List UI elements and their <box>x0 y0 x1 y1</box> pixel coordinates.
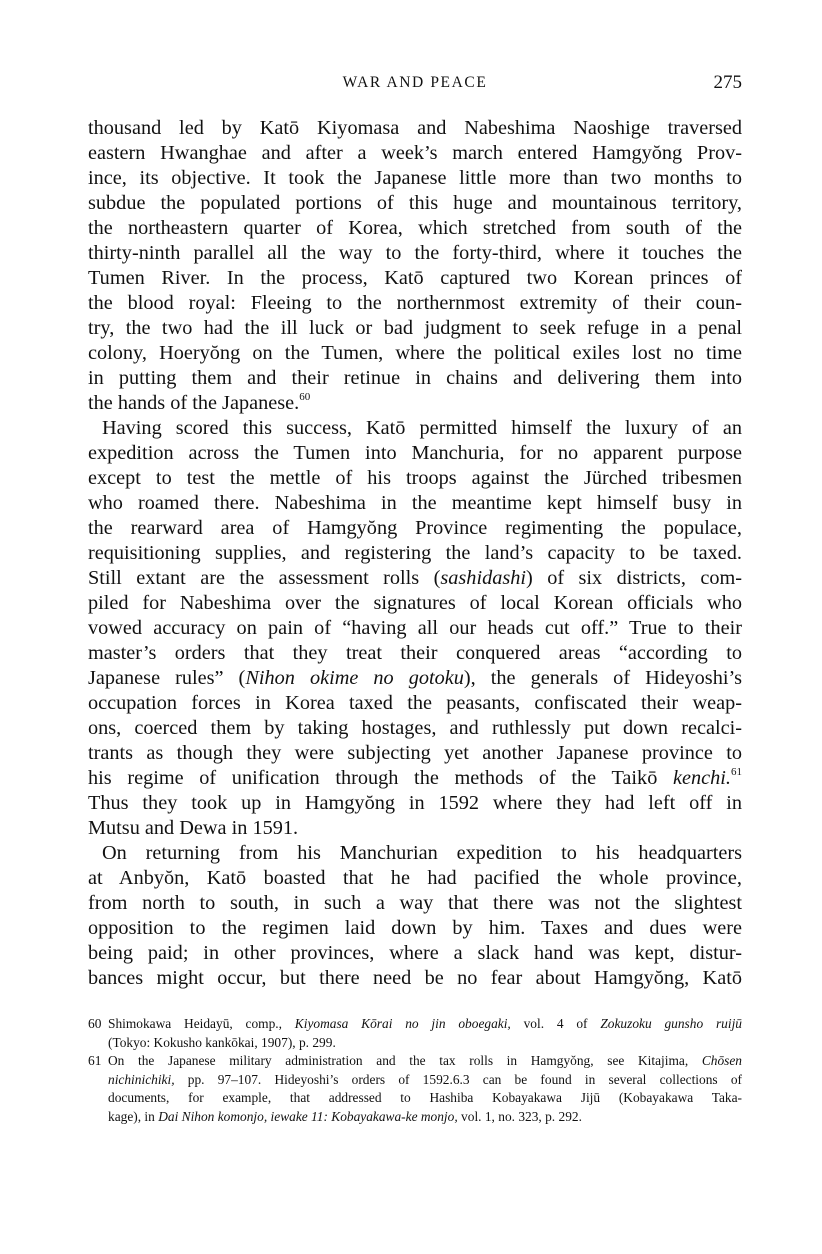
text-line <box>88 666 742 691</box>
text-line: thousand led by Katō Kiyomasa and Nabeshima Naoshige traversed <box>88 117 742 139</box>
text-line: colony, Hoeryŏng on the Tumen, where the political exiles lost no time <box>88 342 742 364</box>
text-line: try, the two had the ill luck or bad judgment to seek refuge in a penal <box>88 317 742 339</box>
italic-term: Nihon okime no gotoku <box>245 667 464 689</box>
text-span: On the Japanese military administration and the tax rolls in Hamgyŏng, see Kitajima, <box>108 1053 702 1069</box>
italic-term: kenchi. <box>673 767 731 789</box>
text-span: Still extant are the assessment rolls ( <box>88 567 441 589</box>
text-span: Shimokawa Heidayū, comp., <box>108 1016 295 1031</box>
text-span: Japanese rules” ( <box>88 667 246 689</box>
body-text <box>88 116 742 991</box>
text-line: ince, its objective. It took the Japanese little more than two months to <box>88 167 742 189</box>
text-line: bances might occur, but there need be no fear about Hamgyŏng, Katō <box>88 967 742 989</box>
text-line: expedition across the Tumen into Manchuria, for no apparent purpose <box>88 442 742 464</box>
italic-title: nichinichiki, <box>108 1071 175 1087</box>
footnote-number: 61 <box>88 1053 102 1069</box>
text-line: in putting them and their retinue in chains and delivering them into <box>88 367 742 389</box>
italic-title: Kiyomasa Kōrai no jin oboegaki, <box>294 1016 511 1031</box>
text-line: opposition to the regimen laid down by him. Taxes and dues were <box>88 917 742 939</box>
text-line: Thus they took up in Hamgyŏng in 1592 where they had left off in <box>88 792 742 814</box>
text-line: except to test the mettle of his troops against the Jürched tribesmen <box>88 467 742 489</box>
text-line: who roamed there. Nabeshima in the meantime kept himself busy in <box>88 492 742 514</box>
page-number: 275 <box>713 72 742 93</box>
footnote-61-cont <box>88 1108 742 1127</box>
text-line: master’s orders that they treat their conquered areas “according to <box>88 642 742 664</box>
italic-term: sashidashi <box>440 567 527 589</box>
footnote-ref-60[interactable]: 60 <box>299 391 311 403</box>
text-line: being paid; in other provinces, where a slack hand was kept, distur- <box>88 942 742 964</box>
text-line: the rearward area of Hamgyŏng Province regimenting the populace, <box>88 517 742 539</box>
text-line: requisitioning supplies, and registering the land’s capacity to be taxed. <box>88 542 742 564</box>
text-line <box>88 766 742 791</box>
text-span: the hands of the Japanese. <box>88 392 300 414</box>
footnote-ref-61[interactable]: 61 <box>731 766 742 778</box>
text-line: ons, coerced them by taking hostages, and ruthlessly put down recalci- <box>88 717 742 739</box>
text-span: ) of six districts, com- <box>526 567 742 589</box>
text-span: kage), in <box>108 1108 159 1124</box>
italic-title: Chōsen <box>701 1053 742 1069</box>
text-span: his regime of unification through the methods of the Taikō <box>88 767 673 789</box>
footnote-number: 60 <box>88 1016 102 1031</box>
footnote-60-cont: (Tokyo: Kokusho kankōkai, 1907), p. 299. <box>108 1034 336 1050</box>
text-line <box>88 566 742 591</box>
text-span: ), the generals of Hideyoshi’s <box>463 667 743 689</box>
text-line: piled for Nabeshima over the signatures of local Korean officials who <box>88 592 742 614</box>
text-line: Tumen River. In the process, Katō captured two Korean princes of <box>88 267 742 289</box>
footnote-61 <box>88 1052 742 1071</box>
footnote-60 <box>88 1015 742 1034</box>
text-line: Mutsu and Dewa in 1591. <box>88 817 299 839</box>
text-line: eastern Hwanghae and after a week’s march entered Hamgyŏng Prov- <box>88 142 742 164</box>
text-line: occupation forces in Korea taxed the peasants, confiscated their weap- <box>88 692 742 714</box>
page-header <box>88 72 742 98</box>
footnotes <box>88 1015 742 1127</box>
text-line: at Anbyŏn, Katō boasted that he had pacified the whole province, <box>88 867 742 889</box>
running-head: WAR AND PEACE <box>342 74 488 91</box>
footnote-61-cont <box>88 1071 742 1090</box>
text-line: the blood royal: Fleeing to the northernmost extremity of their coun- <box>88 292 742 314</box>
text-line: trants as though they were subjecting yet another Japanese province to <box>88 742 742 764</box>
italic-title: Dai Nihon komonjo, iewake 11: Kobayakawa-ke monjo, <box>158 1108 458 1124</box>
text-line <box>88 391 742 416</box>
italic-title: Zokuzoku gunsho ruijū <box>600 1016 742 1031</box>
footnote-61-cont: documents, for example, that addressed to Hashiba Kobayakawa Jijū (Kobayakawa Taka- <box>108 1090 742 1106</box>
text-line: the northeastern quarter of Korea, which stretched from south of the <box>88 217 742 239</box>
text-span: vol. 4 of <box>510 1016 601 1031</box>
text-span: vol. 1, no. 323, p. 292. <box>457 1108 582 1124</box>
text-span: pp. 97–107. Hideyoshi’s orders of 1592.6.3 can be found in several collections of <box>174 1071 742 1087</box>
text-line: Having scored this success, Katō permitted himself the luxury of an <box>102 417 742 439</box>
text-line: thirty-ninth parallel all the way to the forty-third, where it touches the <box>88 242 742 264</box>
text-line: subdue the populated portions of this huge and mountainous territory, <box>88 192 742 214</box>
text-line: On returning from his Manchurian expedition to his headquarters <box>102 842 742 864</box>
text-line: vowed accuracy on pain of “having all our heads cut off.” True to their <box>88 617 742 639</box>
text-line: from north to south, in such a way that there was not the slightest <box>88 892 742 914</box>
